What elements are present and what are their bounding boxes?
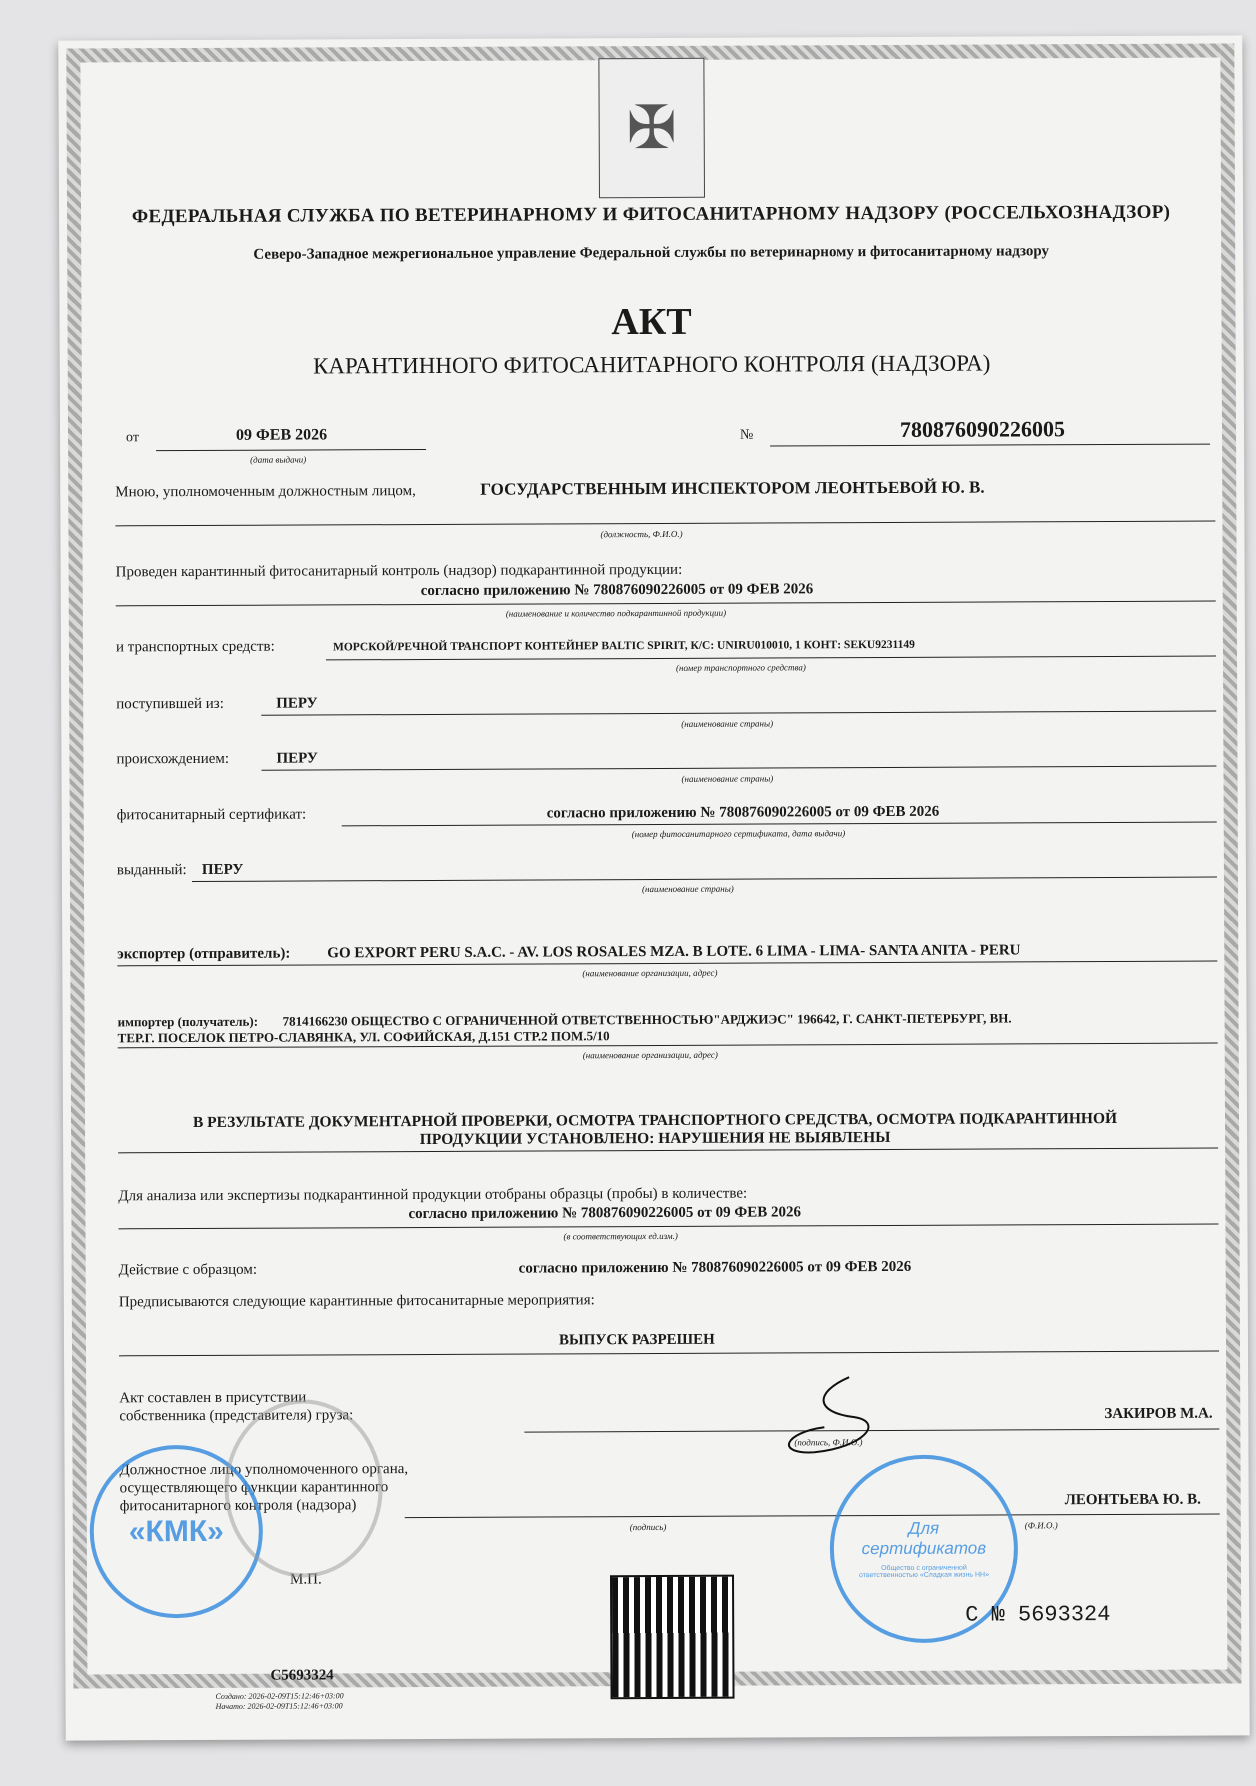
started-timestamp: Начато: 2026-02-09T15:12:46+03:00 (215, 1701, 343, 1711)
issued-value: ПЕРУ (201, 861, 244, 878)
samples-label: Для анализа или экспертизы подкарантинной продукции отобраны образцы (пробы) в количестве: (118, 1185, 748, 1205)
kmk-stamp: «КМК» (89, 1445, 263, 1619)
product-caption: (наименование и количество подкарантинной продукции) (505, 607, 727, 619)
created-timestamp: Создано: 2026-02-09T15:12:46+03:00 (215, 1691, 344, 1701)
sample-action-label: Действие с образцом: (118, 1261, 258, 1279)
origin-caption: (наименование страны) (681, 773, 774, 784)
official-label-line2: осуществляющего функции карантинного (119, 1479, 389, 1497)
inspector-caption: (должность, Ф.И.О.) (600, 528, 683, 540)
act-number: 780876090226005 (899, 416, 1066, 442)
owner-label-line1: Акт составлен в присутствии (119, 1389, 307, 1407)
importer-label: импортер (получатель): (117, 1013, 259, 1030)
inspector-name: ГОСУДАРСТВЕННЫМ ИНСПЕКТОРОМ ЛЕОНТЬЕВОЙ Ю. В. (480, 477, 985, 499)
number-label: № (739, 427, 754, 443)
transport-caption: (номер транспортного средства) (676, 662, 806, 673)
seal-label: М.П. (289, 1571, 322, 1588)
transport-label: и транспортных средств: (115, 638, 275, 656)
agency-name: ФЕДЕРАЛЬНАЯ СЛУЖБА ПО ВЕТЕРИНАРНОМУ И ФИТОСАНИТАРНОМУ НАДЗОРУ (РОССЕЛЬХОЗНАДЗОР) (131, 201, 1171, 228)
origin-label: происхождением: (116, 750, 230, 768)
inspection-seal-stamp (224, 1399, 383, 1578)
from-country-label: поступившей из: (116, 695, 224, 713)
exporter-value: GO EXPORT PERU S.A.C. - AV. LOS ROSALES MZA. B LOTE. 6 LIMA - LIMA- SANTA ANITA - PERU (327, 942, 1021, 962)
samples-caption: (в соответствующих ед.изм.) (563, 1230, 678, 1242)
from-country-caption: (наименование страны) (681, 718, 774, 729)
transport-value: МОРСКОЙ/РЕЧНОЙ ТРАНСПОРТ КОНТЕЙНЕР BALTIC SPIRIT, К/С: UNIRU010010, 1 КОНТ: SEKU9231149 (332, 638, 915, 654)
department-name: Северо-Западное межрегиональное управление Федеральной службы по ветеринарному и фитосанитарному надзору (253, 243, 1050, 263)
origin-value: ПЕРУ (276, 750, 318, 767)
act-date: 09 ФЕВ 2026 (235, 426, 328, 444)
official-label-line1: Должностное лицо уполномоченного органа, (119, 1461, 409, 1479)
measures-label: Предписываются следующие карантинные фитосанитарные мероприятия: (118, 1292, 595, 1311)
official-name-caption: (Ф.И.О.) (1024, 1520, 1058, 1531)
signature-zakirov (754, 1372, 904, 1463)
owner-label-line2: собственника (представителя) груза: (119, 1407, 354, 1425)
official-name: ЛЕОНТЬЕВА Ю. В. (1064, 1491, 1201, 1509)
form-number: C5693324 (270, 1667, 334, 1684)
importer-value-line2: ТЕР.Г. ПОСЕЛОК ПЕТРО-СЛАВЯНКА, УЛ. СОФИЙСКАЯ, Д.151 СТР.2 ПОМ.5/10 (117, 1028, 610, 1046)
official-label-line3: фитосанитарного контроля (надзора) (119, 1497, 357, 1515)
importer-caption: (наименование организации, адрес) (582, 1049, 718, 1061)
sample-action-value: согласно приложению № 780876090226005 от 09 ФЕВ 2026 (518, 1258, 912, 1277)
company-stamp: Для сертификатов Общество с ограниченной ответственностью «Сладкая жизнь НН» (829, 1454, 1018, 1643)
document-title: АКТ (611, 300, 692, 344)
inspector-label: Мною, уполномоченным должностным лицом, (115, 483, 416, 501)
exporter-caption: (наименование организации, адрес) (582, 967, 718, 979)
serial-number: С № 5693324 (965, 1602, 1111, 1628)
qr-code[interactable] (610, 1575, 735, 1700)
official-sign-caption: (подпись) (629, 1521, 667, 1533)
owner-sign-caption: (подпись, Ф.И.О.) (794, 1437, 863, 1448)
issued-caption: (наименование страны) (641, 883, 734, 895)
document-subtitle: КАРАНТИННОГО ФИТОСАНИТАРНОГО КОНТРОЛЯ (НАДЗОРА) (313, 350, 991, 379)
measures-value: ВЫПУСК РАЗРЕШЕН (558, 1331, 715, 1349)
document-page (58, 35, 1249, 1740)
from-country-value: ПЕРУ (276, 695, 318, 712)
certificate-caption: (номер фитосанитарного сертификата, дата выдачи) (631, 828, 846, 840)
date-caption: (дата выдачи) (250, 454, 307, 465)
coat-of-arms-emblem: ✠ (598, 58, 705, 198)
result-line1: В РЕЗУЛЬТАТЕ ДОКУМЕНТАРНОЙ ПРОВЕРКИ, ОСМОТРА ТРАНСПОРТНОГО СРЕДСТВА, ОСМОТРА ПОДКАРАНТИННОЙ (192, 1109, 1118, 1132)
issued-label: выданный: (116, 862, 187, 879)
result-line2: ПРОДУКЦИИ УСТАНОВЛЕНО: НАРУШЕНИЯ НЕ ВЫЯВЛЕНЫ (419, 1128, 891, 1149)
product-label: Проведен карантинный фитосанитарный контроль (надзор) подкарантинной продукции: (115, 561, 683, 581)
samples-value: согласно приложению № 780876090226005 от 09 ФЕВ 2026 (408, 1204, 802, 1223)
certificate-label: фитосанитарный сертификат: (116, 806, 307, 824)
product-value: согласно приложению № 780876090226005 от 09 ФЕВ 2026 (420, 581, 814, 600)
owner-name: ЗАКИРОВ М.А. (1104, 1405, 1213, 1423)
certificate-value: согласно приложению № 780876090226005 от 09 ФЕВ 2026 (546, 803, 940, 822)
from-label: от (125, 430, 140, 446)
exporter-label: экспортер (отправитель): (117, 945, 291, 963)
importer-value-line1: 7814166230 ОБЩЕСТВО С ОГРАНИЧЕННОЙ ОТВЕТСТВЕННОСТЬЮ"АРДЖИЭС" 196642, Г. САНКТ-ПЕТЕРБУРГ, ВН. (282, 1010, 1012, 1029)
